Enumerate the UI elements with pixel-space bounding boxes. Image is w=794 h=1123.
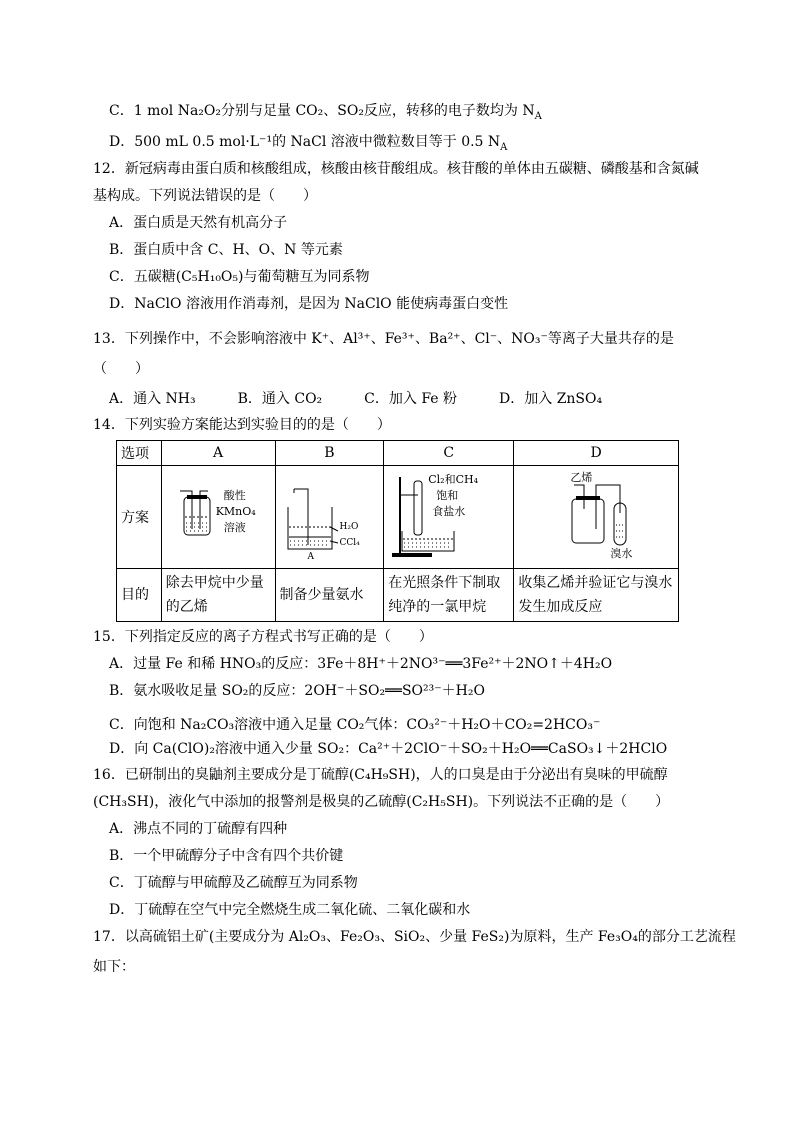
q13-stem-line2: （ ） bbox=[93, 361, 149, 377]
apparatus-c bbox=[388, 469, 509, 565]
q12-stem-line1: 12．新冠病毒由蛋白质和核酸组成，核酸由核苷酸组成。核苷酸的单体由五碳糖、磷酸基和含氮碱 bbox=[93, 161, 699, 177]
q15-option-c: C．向饱和 Na₂CO₃溶液中通入足量 CO₂气体：CO₃²⁻＋H₂O＋CO₂=2HCO₃⁻ bbox=[109, 717, 601, 733]
q13-options: A．通入 NH₃ B．通入 CO₂ C．加入 Fe 粉 D．加入 ZnSO₄ bbox=[109, 391, 603, 407]
q16-option-d: D．丁硫醇在空气中完全燃烧生成二氧化硫、二氧化碳和水 bbox=[109, 902, 471, 918]
q15-option-d: D．向 Ca(ClO)₂溶液中通入少量 SO₂：Ca²⁺＋2ClO⁻＋SO₂＋H₂O══CaSO₃↓＋2HClO bbox=[109, 741, 668, 757]
q16-stem-line1: 16．已研制出的臭鼬剂主要成分是丁硫醇(C₄H₉SH)，人的口臭是由于分泌出有臭味的甲硫醇 bbox=[93, 767, 668, 783]
experiment-table bbox=[116, 440, 679, 622]
purpose-cell: 收集乙烯并验证它与溴水发生加成反应 bbox=[514, 569, 679, 622]
table-header-row bbox=[117, 441, 679, 466]
purpose-cell: 在光照条件下制取纯净的一氯甲烷 bbox=[384, 569, 514, 622]
q16-stem-line2: (CH₃SH)，液化气中添加的报警剂是极臭的乙硫醇(C₂H₅SH)。下列说法不正确的是（ ） bbox=[93, 794, 670, 810]
header-cell: 选项 bbox=[117, 441, 162, 466]
label-saturated: 饱和 bbox=[436, 489, 459, 502]
q17-stem-line1: 17．以高硫铝土矿(主要成分为 Al₂O₃、Fe₂O₃、SiO₂、少量 FeS₂)为原料，生产 Fe₃O₄的部分工艺流程 bbox=[93, 929, 736, 945]
purpose-cell: 除去甲烷中少量的乙烯 bbox=[161, 569, 275, 622]
label-ccl4: CCl₄ bbox=[339, 538, 360, 548]
label-cl2-ch4: Cl₂和CH₄ bbox=[428, 473, 479, 486]
label-brine: 食盐水 bbox=[432, 505, 466, 518]
q12-option-a: A．蛋白质是天然有机高分子 bbox=[109, 215, 288, 231]
header-cell: A bbox=[161, 441, 275, 466]
label-bromine-water: 溴水 bbox=[610, 547, 633, 560]
apparatus-b bbox=[280, 469, 380, 565]
header-cell: B bbox=[275, 441, 384, 466]
label-acidic: 酸性 bbox=[223, 489, 246, 502]
label-a: A bbox=[307, 552, 315, 562]
purpose-label: 目的 bbox=[117, 569, 162, 622]
label-kmno4: KMnO₄ bbox=[215, 505, 256, 518]
table-scheme-row bbox=[117, 466, 679, 569]
q16-option-c: C．丁硫醇与甲硫醇及乙硫醇互为同系物 bbox=[109, 875, 358, 891]
q17-stem-line2: 如下： bbox=[93, 959, 135, 975]
label-solution: 溶液 bbox=[223, 521, 246, 534]
q16-option-b: B．一个甲硫醇分子中含有四个共价键 bbox=[109, 848, 344, 864]
q11-option-c: C．1 mol Na₂O₂分别与足量 CO₂、SO₂反应，转移的电子数均为 $N_A$ bbox=[109, 103, 542, 122]
label-water: H₂O bbox=[339, 522, 359, 532]
beaker-icon bbox=[280, 469, 379, 565]
label-ethylene: 乙烯 bbox=[570, 471, 593, 484]
q12-option-c: C．五碳糖(C₅H₁₀O₅)与葡萄糖互为同系物 bbox=[109, 269, 370, 285]
apparatus-a bbox=[166, 469, 271, 565]
apparatus-b-cell bbox=[275, 466, 384, 569]
q15-option-b: B．氨水吸收足量 SO₂的反应：2OH⁻＋SO₂══SO²³⁻＋H₂O bbox=[109, 683, 485, 699]
q12-option-b: B．蛋白质中含 C、H、O、N 等元素 bbox=[109, 242, 343, 258]
apparatus-c-cell bbox=[384, 466, 514, 569]
header-cell: C bbox=[384, 441, 514, 466]
header-cell: D bbox=[514, 441, 679, 466]
q11-option-d: D．500 mL 0.5 mol·L⁻¹的 NaCl 溶液中微粒数目等于 0.5 $N_A$ bbox=[109, 134, 508, 153]
purpose-cell: 制备少量氨水 bbox=[275, 569, 384, 622]
q12-stem-line2: 基构成。下列说法错误的是（ ） bbox=[93, 188, 317, 204]
collection-bottle-test-tube-icon bbox=[518, 469, 672, 565]
q12-option-d: D．NaClO 溶液用作消毒剂，是因为 NaClO 能使病毒蛋白变性 bbox=[109, 296, 509, 312]
q14-stem: 14．下列实验方案能达到实验目的的是（ ） bbox=[93, 417, 391, 433]
scheme-label: 方案 bbox=[117, 466, 162, 569]
apparatus-d-cell bbox=[514, 466, 679, 569]
q13-stem-line1: 13．下列操作中，不会影响溶液中 K⁺、Al³⁺、Fe³⁺、Ba²⁺、Cl⁻、NO₃⁻等离子大量共存的是 bbox=[93, 331, 674, 347]
q16-option-a: A．沸点不同的丁硫醇有四种 bbox=[109, 821, 288, 837]
q15-stem: 15．下列指定反应的离子方程式书写正确的是（ ） bbox=[93, 629, 433, 645]
apparatus-a-cell bbox=[161, 466, 275, 569]
q15-option-a: A．过量 Fe 和稀 HNO₃的反应：3Fe＋8H⁺＋2NO³⁻══3Fe²⁺＋2NO↑＋4H₂O bbox=[109, 656, 613, 672]
apparatus-d bbox=[518, 469, 674, 565]
table-purpose-row bbox=[117, 569, 679, 622]
